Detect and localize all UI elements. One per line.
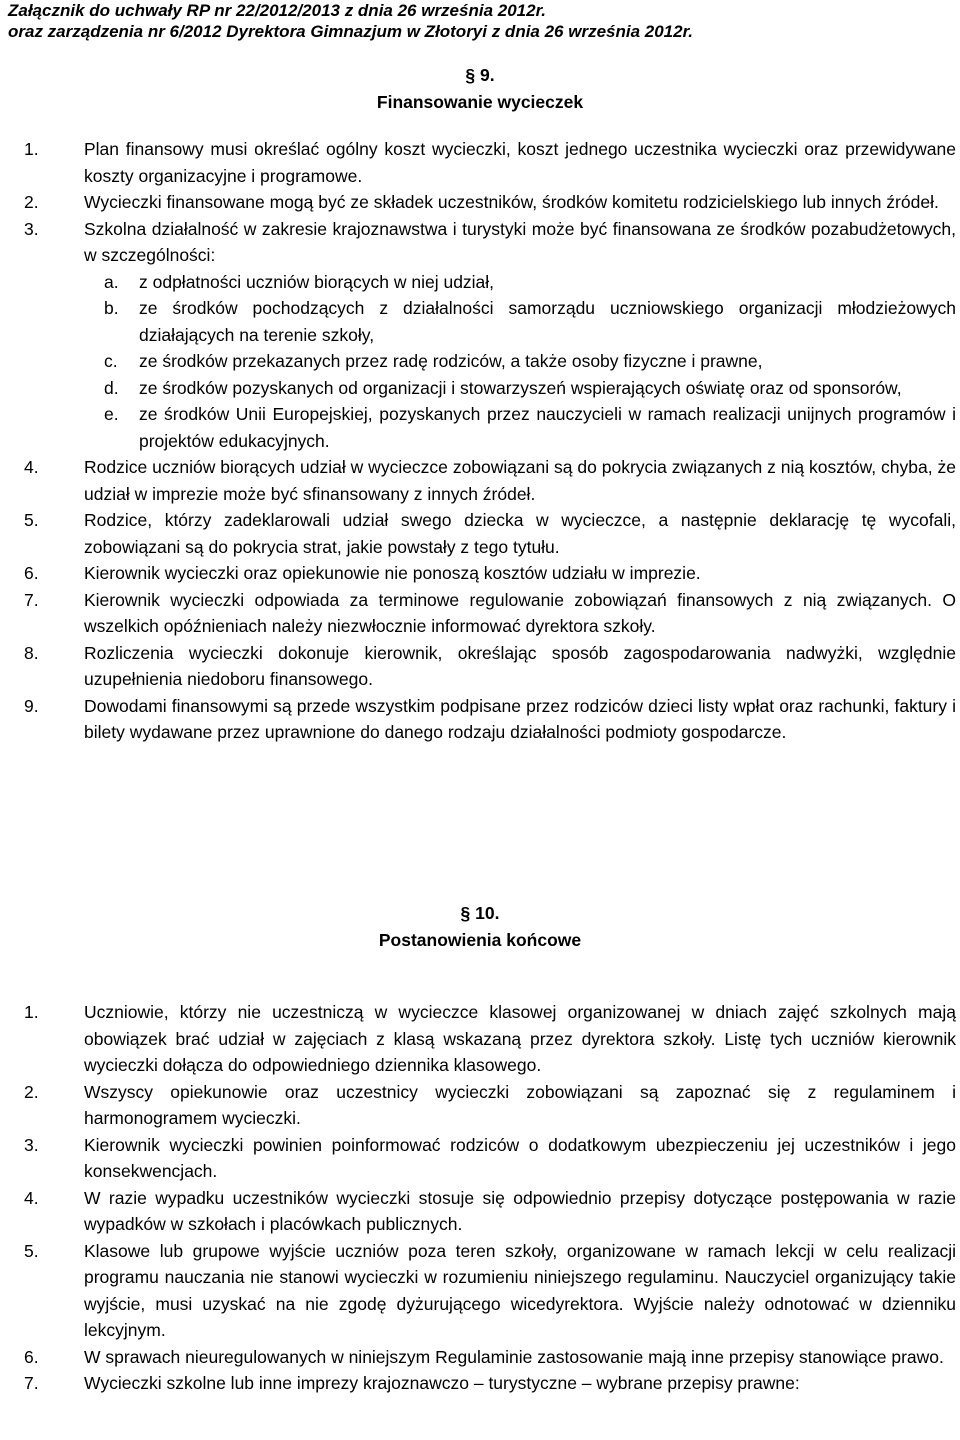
- item-text: Rodzice uczniów biorących udział w wycieczce zobowiązani są do pokrycia związanych z nią kosztów, chyba, że udział w imprezie może być sfinansowany z innych źródeł.: [84, 457, 956, 504]
- item-number: 3.: [24, 218, 39, 239]
- sub-item-text: ze środków przekazanych przez radę rodziców, a także osoby fizyczne i prawne,: [139, 351, 763, 371]
- item-text: Rodzice, którzy zadeklarowali udział swego dziecka w wycieczce, a następnie deklarację tę wycofali, zobowiązani są do pokrycia strat, jakie powstały z tego tytułu.: [84, 510, 956, 557]
- item-number: 2.: [24, 1081, 39, 1102]
- list-item: [0, 189, 960, 216]
- item-text: Dowodami finansowymi są przede wszystkim podpisane przez rodziców dzieci listy wpłat oraz rachunki, faktury i bilety wydawane przez uprawnione do danego rodzaju działalności podmioty gospodarcze.: [84, 695, 956, 742]
- list-item: [0, 1132, 960, 1185]
- list-item: [0, 454, 960, 507]
- item-number: 4.: [24, 1187, 39, 1208]
- item-text: W sprawach nieuregulowanych w niniejszym Regulaminie zastosowanie mają inne przepisy stanowiące prawo.: [84, 1346, 944, 1367]
- section-10-title: Postanowienia końcowe: [378, 930, 582, 950]
- item-number: 6.: [24, 563, 39, 583]
- sub-list-item: [84, 269, 956, 296]
- list-item: [0, 1370, 960, 1397]
- section-10-list: [0, 999, 960, 1397]
- item-number: 6.: [24, 1346, 39, 1367]
- sub-list-item: [84, 295, 956, 348]
- list-item: [0, 999, 960, 1079]
- item-text: Kierownik wycieczki odpowiada za terminowe regulowanie zobowiązań finansowych z nią związanych. O wszelkich opóźnieniach należy niezwłocznie informować dyrektora szkoły.: [84, 589, 956, 636]
- item-text: Plan finansowy musi określać ogólny koszt wycieczki, koszt jednego uczestnika wycieczki oraz przewidywane koszty organizacyjne i programowe.: [84, 139, 956, 186]
- item-number: 7.: [24, 1373, 39, 1393]
- section-10-heading: [0, 900, 960, 954]
- sub-list-item: [84, 348, 956, 375]
- sub-item-text: z odpłatności uczniów biorących w niej udział,: [139, 271, 495, 292]
- item-number: 4.: [24, 457, 39, 477]
- section-10-number: § 10.: [460, 903, 500, 923]
- item-text: Kierownik wycieczki oraz opiekunowie nie ponoszą kosztów udziału w imprezie.: [84, 563, 701, 583]
- item-text: Klasowe lub grupowe wyjście uczniów poza teren szkoły, organizowane w ramach lekcji w celu realizacji programu nauczania nie stanowi wycieczki w rozumieniu niniejszego regulaminu. Nauczyciel organizujący takie wyjście, musi uzyskać na nie zgodę dyżurującego wicedyrektora. Wyjście należy odnotować w dzienniku lekcyjnym.: [84, 1240, 956, 1340]
- header-line-1: Załącznik do uchwały RP nr 22/2012/2013 z dnia 26 września 2012r.: [8, 1, 546, 20]
- item-number: 1.: [24, 1002, 39, 1022]
- item-text: W razie wypadku uczestników wycieczki stosuje się odpowiednio przepisy dotyczące postępowania w razie wypadków w szkołach i placówkach publicznych.: [84, 1187, 956, 1234]
- item-number: 5.: [24, 1240, 39, 1261]
- item-text: Wycieczki szkolne lub inne imprezy krajoznawczo – turystyczne – wybrane przepisy prawne:: [84, 1373, 800, 1393]
- item-number: 2.: [24, 192, 39, 212]
- sub-item-letter: a.: [104, 271, 119, 292]
- list-item: [0, 693, 960, 746]
- item-text: Kierownik wycieczki powinien poinformować rodziców o dodatkowym ubezpieczeniu jej uczestników i jego konsekwencjach.: [84, 1134, 956, 1181]
- sub-item-text: ze środków Unii Europejskiej, pozyskanych przez nauczycieli w ramach realizacji unijnych programów i projektów edukacyjnych.: [139, 404, 956, 451]
- item-text: Rozliczenia wycieczki dokonuje kierownik, określając sposób zagospodarowania nadwyżki, względnie uzupełnienia niedoboru finansowego.: [84, 642, 956, 689]
- list-item: [0, 640, 960, 693]
- item-number: 9.: [24, 695, 39, 716]
- header-line-2: oraz zarządzenia nr 6/2012 Dyrektora Gimnazjum w Złotoryi z dnia 26 września 2012r.: [8, 22, 693, 41]
- list-item: [0, 1079, 960, 1132]
- section-9-title: Finansowanie wycieczek: [376, 92, 584, 112]
- item-number: 5.: [24, 510, 39, 530]
- list-item: [0, 136, 960, 189]
- list-item: [0, 587, 960, 640]
- sub-list-item: [84, 401, 956, 454]
- sub-item-letter: c.: [104, 351, 118, 371]
- item-number: 8.: [24, 642, 39, 663]
- sub-item-letter: b.: [104, 298, 119, 318]
- sub-item-letter: e.: [104, 404, 119, 424]
- sub-item-text: ze środków pozyskanych od organizacji i stowarzyszeń wspierających oświatę oraz od sponsorów,: [139, 377, 902, 398]
- list-item: [0, 1238, 960, 1344]
- sub-list: [84, 269, 956, 455]
- sub-list-item: [84, 375, 956, 402]
- item-text: Szkolna działalność w zakresie krajoznawstwa i turystyki może być finansowana ze środków pozabudżetowych, w szczególności:: [84, 218, 956, 265]
- item-number: 3.: [24, 1134, 39, 1155]
- section-9-number: § 9.: [465, 65, 495, 85]
- section-9-heading: [0, 62, 960, 116]
- document-header: [8, 0, 693, 42]
- sub-item-text: ze środków pochodzących z działalności samorządu uczniowskiego organizacji młodzieżowych działających na terenie szkoły,: [139, 298, 956, 345]
- item-text: Wszyscy opiekunowie oraz uczestnicy wycieczki zobowiązani są zapoznać się z regulaminem i harmonogramem wycieczki.: [84, 1081, 956, 1128]
- list-item: [0, 560, 960, 587]
- item-text: Uczniowie, którzy nie uczestniczą w wycieczce klasowej organizowanej w dniach zajęć szkolnych mają obowiązek brać udział w zajęciach z klasą wskazaną przez dyrektora szkoły. Listę tych uczniów kierownik wycieczki dołącza do odpowiedniego dziennika klasowego.: [84, 1002, 956, 1075]
- list-item: [0, 507, 960, 560]
- list-item: [0, 216, 960, 455]
- item-number: 7.: [24, 589, 39, 610]
- section-9-list: [0, 136, 960, 746]
- sub-item-letter: d.: [104, 377, 119, 398]
- item-text: Wycieczki finansowane mogą być ze składek uczestników, środków komitetu rodzicielskiego lub innych źródeł.: [84, 192, 939, 212]
- list-item: [0, 1344, 960, 1371]
- list-item: [0, 1185, 960, 1238]
- item-number: 1.: [24, 139, 39, 159]
